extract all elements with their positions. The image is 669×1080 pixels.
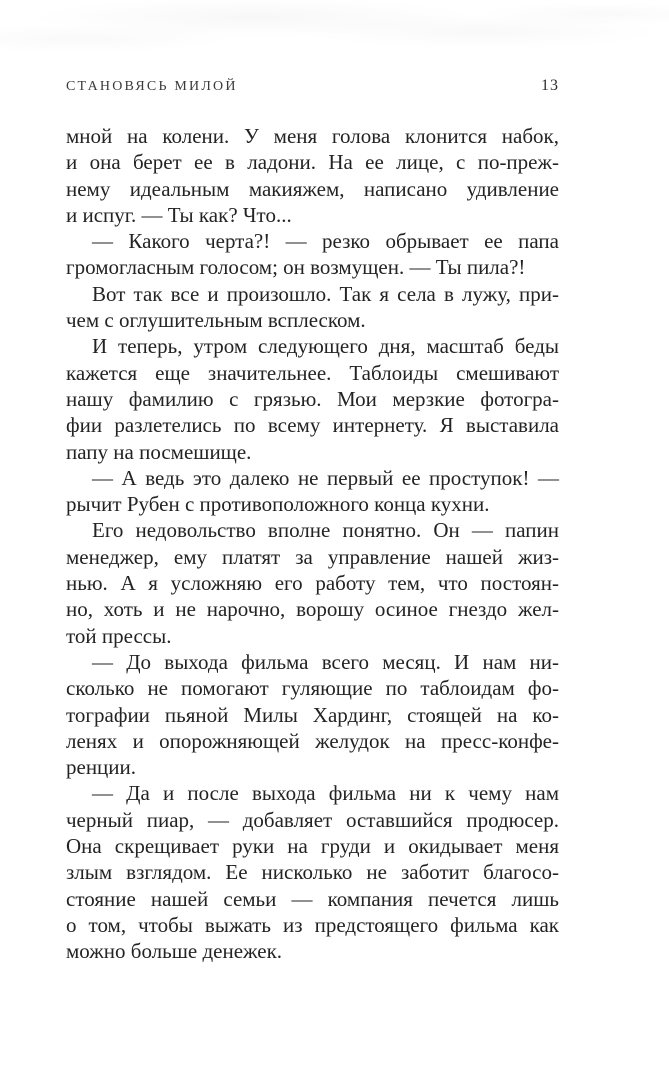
text-line: черный пиар, — добавляет оставшийся продюсер. xyxy=(66,807,559,832)
text-line: кажется еще значительнее. Таблоиды смешивают xyxy=(66,360,559,385)
page-number: 13 xyxy=(541,77,559,94)
text-line: ренции. xyxy=(66,755,137,780)
text-line: сколько не помогают гуляющие по таблоидам фо- xyxy=(66,676,559,701)
text-line: и она берет ее в ладони. На ее лице, с по-преж- xyxy=(66,150,559,175)
text-line: Его недовольство вполне понятно. Он — папин xyxy=(92,518,559,543)
body-text xyxy=(66,123,559,965)
text-line: мной на колени. У меня голова клонится набок, xyxy=(66,124,559,148)
text-line: ленях и опорожняющей желудок на пресс-конфе- xyxy=(66,728,559,753)
text-line: — А ведь это далеко не первый ее проступок! — xyxy=(92,465,559,490)
text-line: и испуг. — Ты как? Что... xyxy=(66,202,292,227)
text-line: фии разлетелись по всему интернету. Я выставила xyxy=(66,413,559,438)
text-line: стояние нашей семьи — компания печется лишь xyxy=(66,886,559,911)
scan-noise-texture xyxy=(0,0,669,70)
text-line: рычит Рубен с противоположного конца кухни. xyxy=(66,492,490,517)
chapter-running-title: СТАНОВЯСЬ МИЛОЙ xyxy=(66,79,238,94)
running-head xyxy=(66,77,559,95)
text-line: но, хоть и не нарочно, ворошу осиное гнездо жел- xyxy=(66,597,559,622)
text-line: о том, чтобы выжать из предстоящего фильма как xyxy=(66,912,559,937)
text-line: И теперь, утром следующего дня, масштаб беды xyxy=(92,334,559,359)
text-line: нашу фамилию с грязью. Мои мерзкие фотогра- xyxy=(66,386,559,411)
text-line: той прессы. xyxy=(66,623,172,648)
text-line: тографии пьяной Милы Хардинг, стоящей на ко- xyxy=(66,702,559,727)
text-line: нью. А я усложняю его работу тем, что постоян- xyxy=(66,571,559,596)
text-line: менеджер, ему платят за управление нашей жиз- xyxy=(66,544,559,569)
text-line: — До выхода фильма всего месяц. И нам ни- xyxy=(92,649,559,674)
text-line: нему идеальным макияжем, написано удивление xyxy=(66,176,559,201)
text-line: папу на посмешище. xyxy=(66,439,252,464)
text-line: можно больше денежек. xyxy=(66,939,283,964)
text-line: чем с оглушительным всплеском. xyxy=(66,308,366,333)
text-line: громогласным голосом; он возмущен. — Ты пила?! xyxy=(66,255,526,280)
text-line: злым взглядом. Ее нисколько не заботит благосо- xyxy=(66,860,559,885)
text-line: Она скрещивает руки на груди и окидывает меня xyxy=(66,834,559,859)
text-line: — Какого черта?! — резко обрывает ее папа xyxy=(92,229,559,254)
text-line: — Да и после выхода фильма ни к чему нам xyxy=(92,781,559,806)
text-line: Вот так все и произошло. Так я села в лужу, при- xyxy=(92,281,559,306)
